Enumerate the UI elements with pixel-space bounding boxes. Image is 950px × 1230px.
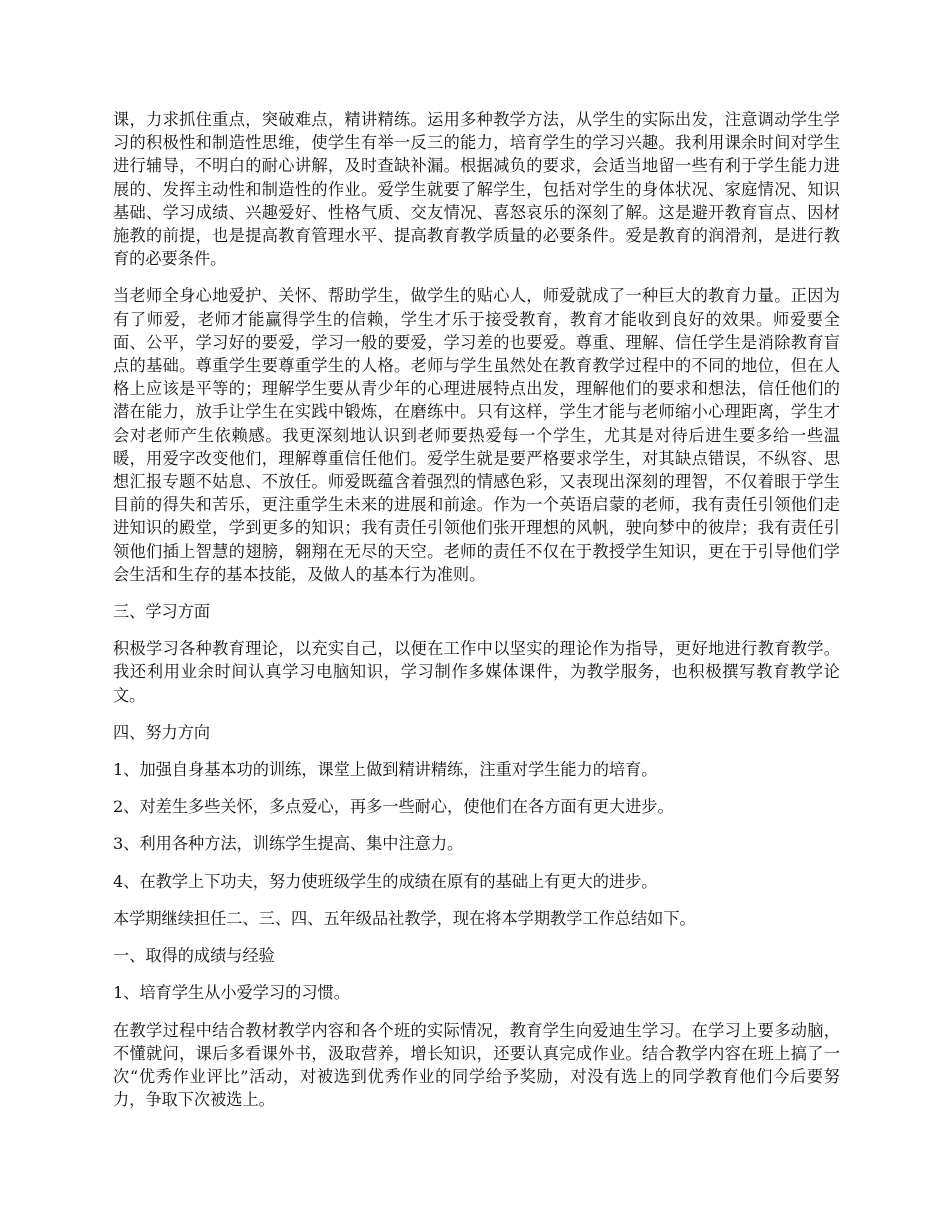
heading-achievements: 一、取得的成绩与经验 <box>113 946 275 966</box>
paragraph-semester-intro: 本学期继续担任二、三、四、五年级品社教学，现在将本学期教学工作总结如下。 <box>113 908 696 928</box>
heading-effort-direction: 四、努力方向 <box>113 722 211 742</box>
heading-study: 三、学习方面 <box>113 602 211 622</box>
paragraph-teaching-methods: 课，力求抓住重点，突破难点，精讲精练。运用多种教学方法，从学生的实际出发，注意调动学生学习的积极性和制造性思维，使学生有举一反三的能力，培育学生的学习兴趣。我利用课余时间对学生进行辅导，不明白的耐心讲解，及时查缺补漏。根据减负的要求，会适当地留一些有利于学生能力进展的、发挥主动性和制造性的作业。爱学生就要了解学生，包括对学生的身体状况、家庭情况、知识基础、学习成绩、兴趣爱好、性格气质、交友情况、喜怒哀乐的深刻了解。这是避开教育盲点、因材施教的前提，也是提高教育管理水平、提高教育教学质量的必要条件。爱是教育的润滑剂，是进行教育的必要条件。 <box>113 110 840 269</box>
list-item-effort-4: 4、在教学上下功夫，努力使班级学生的成绩在原有的基础上有更大的进步。 <box>113 871 658 891</box>
paragraph-study-habits: 在教学过程中结合教材教学内容和各个班的实际情况，教育学生向爱迪生学习。在学习上要多动脑，不懂就问，课后多看课外书，汲取营养，增长知识，还要认真完成作业。结合教学内容在班上搞了一次“优秀作业评比”活动，对被选到优秀作业的同学给予奖励，对没有选上的同学教育他们今后要努力，争取下次被选上。 <box>113 1020 840 1110</box>
subheading-study-habits: 1、培育学生从小爱学习的习惯。 <box>113 983 350 1003</box>
document-body <box>113 108 840 1125</box>
list-item-effort-3: 3、利用各种方法，训练学生提高、集中注意力。 <box>113 834 464 854</box>
list-item-effort-1: 1、加强自身基本功的训练，课堂上做到精讲精练，注重对学生能力的培育。 <box>113 760 658 780</box>
paragraph-teacher-love: 当老师全身心地爱护、关怀、帮助学生，做学生的贴心人，师爱就成了一种巨大的教育力量。正因为有了师爱，老师才能赢得学生的信赖，学生才乐于接受教育，教育才能收到良好的效果。师爱要全面、公平，学习好的要爱，学习一般的要爱，学习差的也要爱。尊重、理解、信任学生是消除教育盲点的基础。尊重学生要尊重学生的人格。老师与学生虽然处在教育教学过程中的不同的地位，但在人格上应该是平等的；理解学生要从青少年的心理进展特点出发，理解他们的要求和想法，信任他们的潜在能力，放手让学生在实践中锻炼，在磨练中。只有这样，学生才能与老师缩小心理距离，学生才会对老师产生依赖感。我更深刻地认识到老师要热爱每一个学生，尤其是对待后进生要多给一些温暖，用爱字改变他们，理解尊重信任他们。爱学生就是要严格要求学生，对其缺点错误，不纵容、思想汇报专题不姑息、不放任。师爱既蕴含着强烈的情感色彩，又表现出深刻的理智，不仅着眼于学生目前的得失和苦乐，更注重学生未来的进展和前途。作为一个英语启蒙的老师，我有责任引领他们走进知识的殿堂，学到更多的知识；我有责任引领他们张开理想的风帆，驶向梦中的彼岸；我有责任引领他们插上智慧的翅膀，翱翔在无尽的天空。老师的责任不仅在于教授学生知识，更在于引导他们学会生活和生存的基本技能，及做人的基本行为准则。 <box>113 286 840 584</box>
paragraph-study: 积极学习各种教育理论，以充实自己，以便在工作中以坚实的理论作为指导，更好地进行教育教学。我还利用业余时间认真学习电脑知识，学习制作多媒体课件，为教学服务，也积极撰写教育教学论文。 <box>113 639 840 705</box>
list-item-effort-2: 2、对差生多些关怀，多点爱心，再多一些耐心，使他们在各方面有更大进步。 <box>113 797 674 817</box>
